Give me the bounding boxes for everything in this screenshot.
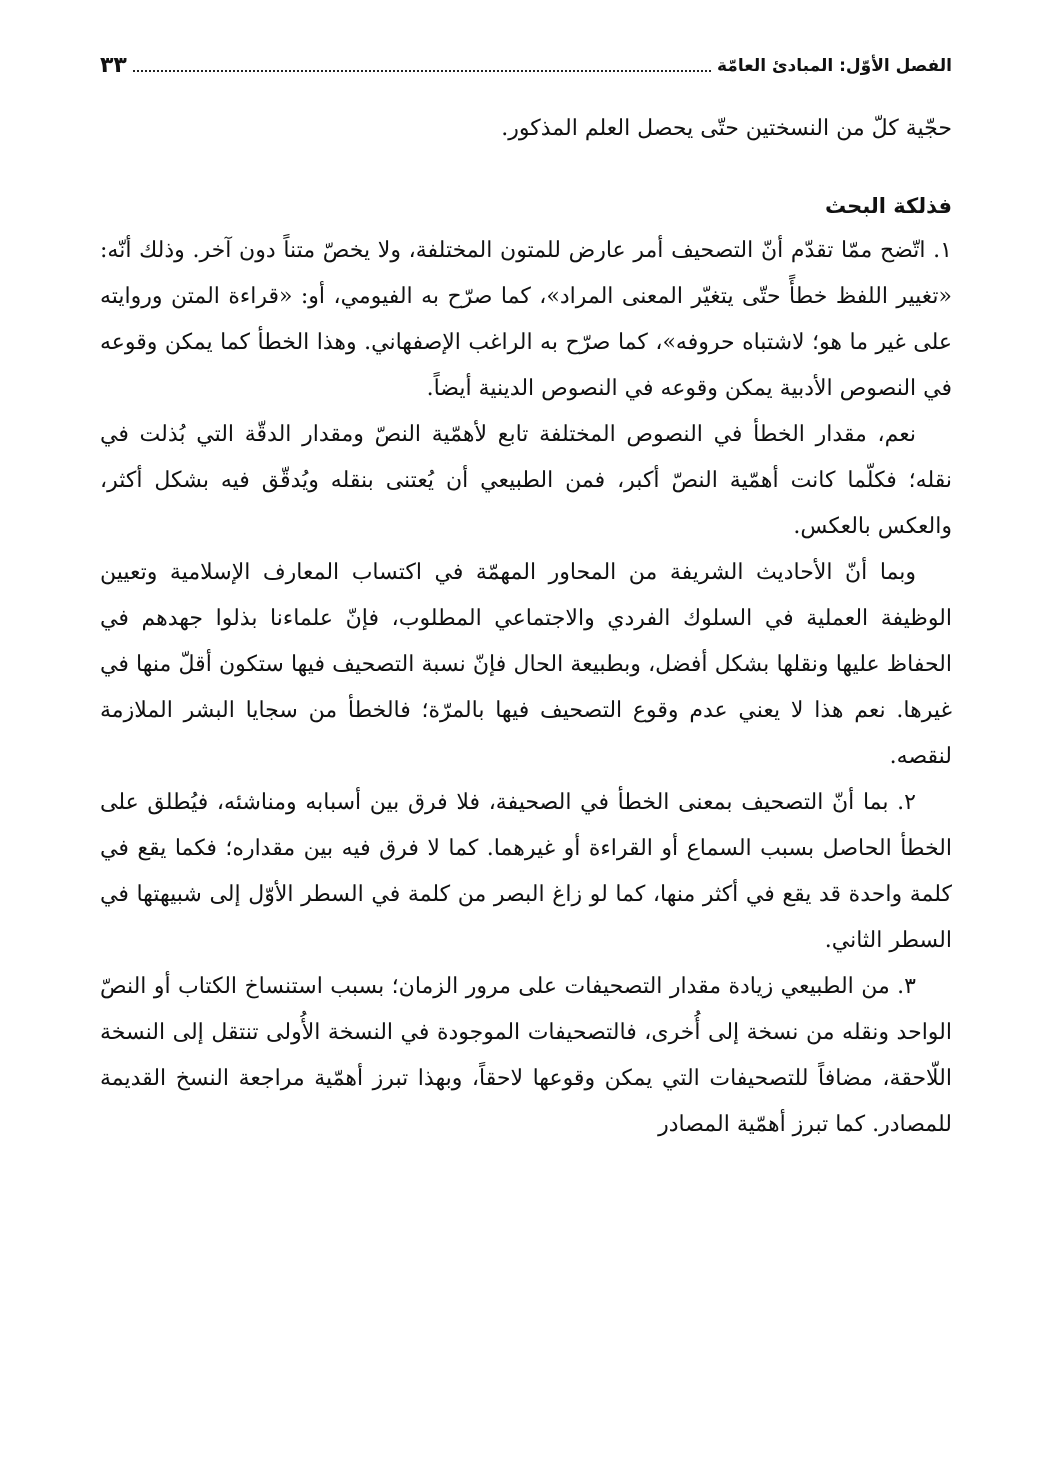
paragraph-hadith: وبما أنّ الأحاديث الشريفة من المحاور المهمّة في اكتساب المعارف الإسلامية وتعيين الوظيفة العملية في السلوك الفردي والاجتماعي المطلوب، فإنّ علماءنا بذلوا جهدهم في الحفاظ عليها ونقلها بشكل أفضل، وبطبيعة الحال فإنّ نسبة التصحيف فيها ستكون أقلّ منها في غيرها. نعم هذا لا يعني عدم وقوع التصحيف فيها بالمرّة؛ فالخطأ من سجايا البشر الملازمة لنقصه. [100,560,953,769]
chapter-title: الفصل الأوّل: المبادئ العامّة [717,56,952,76]
body-text [100,106,952,1148]
paragraph-point-3: ٣. من الطبيعي زيادة مقدار التصحيفات على مرور الزمان؛ بسبب استنساخ الكتاب أو النصّ الواحد ونقله من نسخة إلى أُخرى، فالتصحيفات الموجودة في النسخة الأُولى تنتقل إلى النسخة اللّاحقة، مضافاً للتصحيفات التي يمكن وقوعها لاحقاً، وبهذا تبرز أهمّية مراجعة النسخ القديمة للمصادر. كما تبرز أهمّية المصادر [100,974,952,1137]
paragraph-point-2: ٢. بما أنّ التصحيف بمعنى الخطأ في الصحيفة، فلا فرق بين أسبابه ومناشئه، فيُطلق على الخطأ الحاصل بسبب السماع أو القراءة أو غيرهما. كما لا فرق فيه بين مقداره؛ فكما يقع في كلمة واحدة قد يقع في أكثر منها، كما لو زاغ البصر من كلمة في السطر الأوّل إلى شبيهتها في السطر الثاني. [100,790,952,953]
book-page [100,30,952,1450]
running-header [100,30,952,76]
paragraph-accuracy: نعم، مقدار الخطأ في النصوص المختلفة تابع لأهمّية النصّ ومقدار الدقّة التي بُذلت في نقله؛ فكلّما كانت أهمّية النصّ أكبر، فمن الطبيعي أن يُعتنى بنقله ويُدقّق فيه بشكل أكثر، والعكس بالعكس. [100,422,952,539]
section-heading: فذلكة البحث [824,194,952,218]
opening-line: حجّية كلّ من النسختين حتّى يحصل العلم المذكور. [501,116,952,141]
header-dot-leader [133,70,711,72]
page-number: ٣٣ [100,53,127,78]
paragraph-point-1: ١. اتّضح ممّا تقدّم أنّ التصحيف أمر عارض للمتون المختلفة، ولا يخصّ متناً دون آخر. وذلك أنّه: «تغيير اللفظ خطأً حتّى يتغيّر المعنى المراد»، كما صرّح به الفيومي، أو: «قراءة المتن وروايته على غير ما هو؛ لاشتباه حروفه»، كما صرّح به الراغب الإصفهاني. وهذا الخطأ كما يمكن وقوعه في النصوص الأدبية يمكن وقوعه في النصوص الدينية أيضاً. [100,238,952,401]
